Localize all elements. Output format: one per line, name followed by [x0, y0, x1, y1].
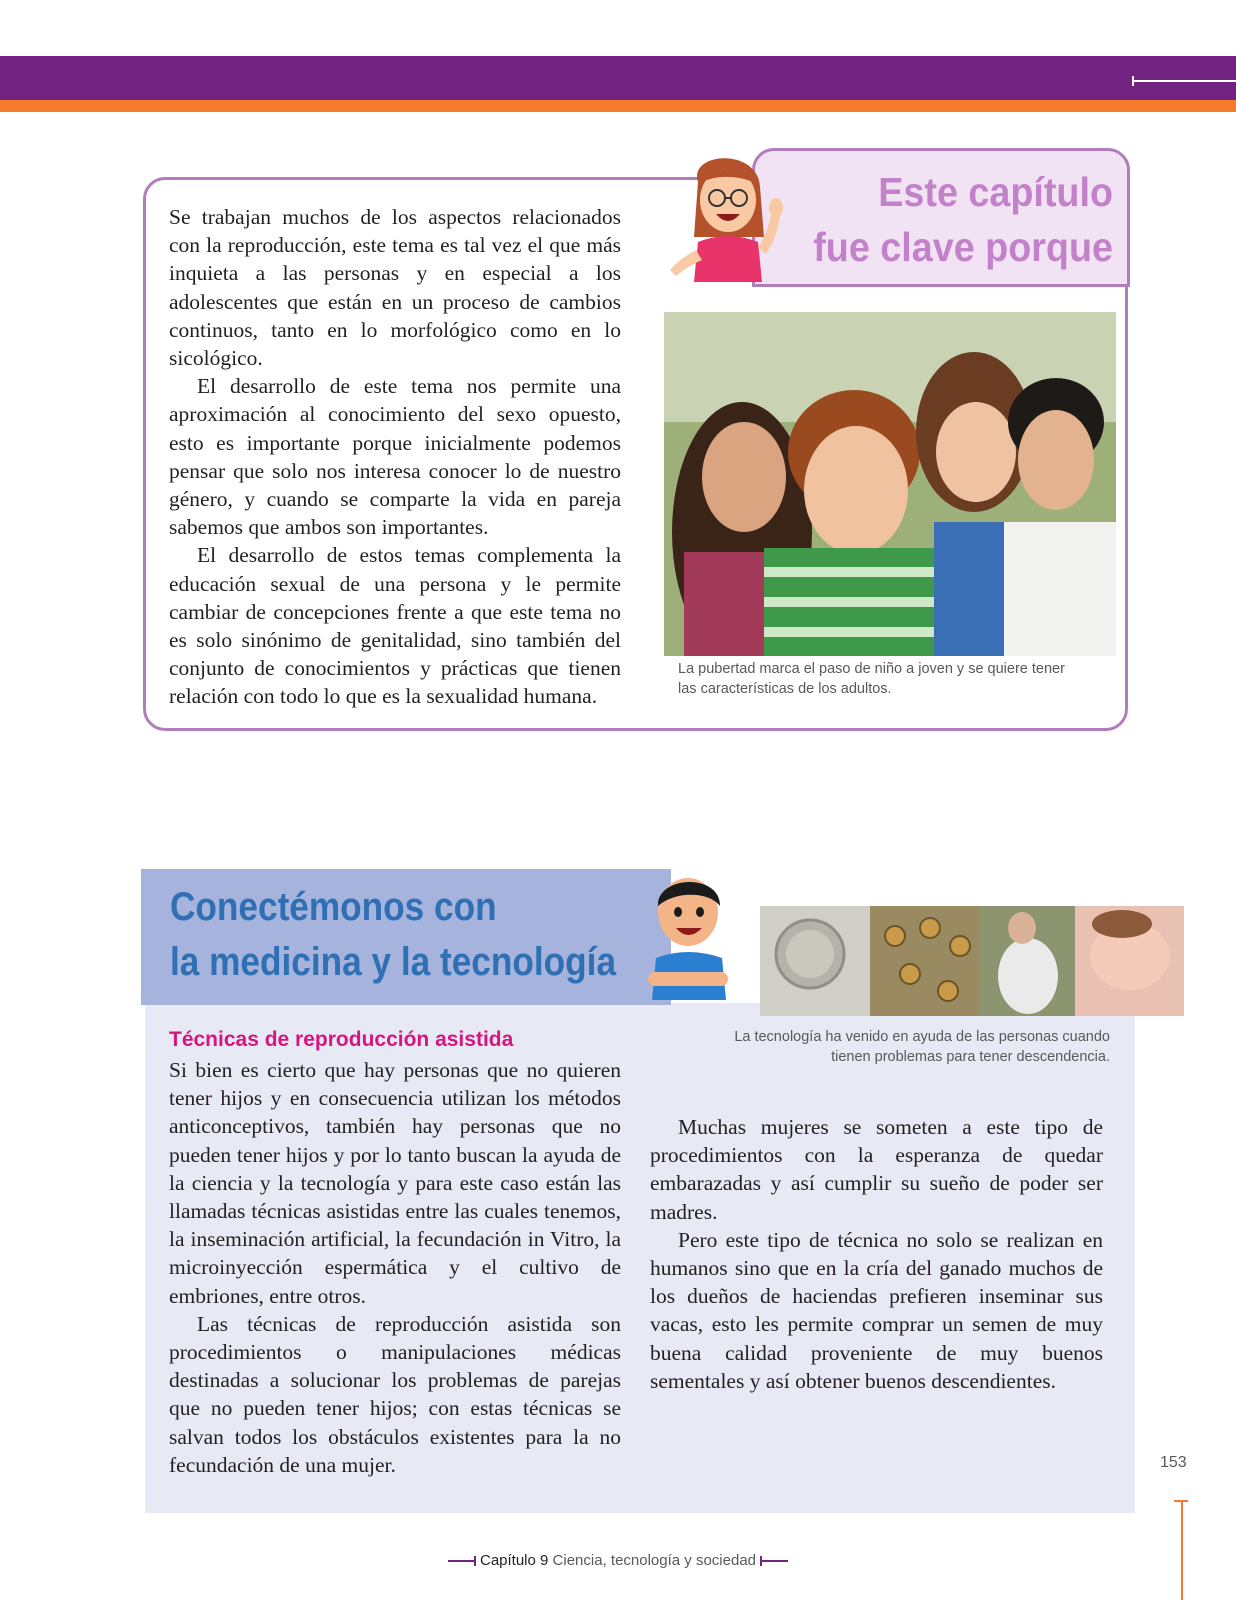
medicina-right-paragraph-2: Pero este tipo de técnica no solo se realizan en humanos sino que en la cría del ganado muchos de los dueños de haciendas prefieren inseminar sus vacas, esto les permite comprar un semen de muy buena calidad proveniente de muy buenos sementales y así obtener buenos descendientes.: [650, 1227, 1103, 1393]
clave-title-line1: Este capítulo: [878, 169, 1113, 215]
header-band: [0, 56, 1236, 100]
teenagers-caption-line1: La pubertad marca el paso de niño a joven y se quiere tener: [678, 661, 1065, 677]
clave-title: [782, 165, 1113, 275]
girl-shirt: [694, 236, 762, 282]
medicina-subheading: Técnicas de reproducción asistida: [169, 1028, 514, 1051]
header-rule: [1132, 80, 1236, 82]
clave-title-box: [752, 148, 1130, 287]
teenagers-photo-caption: [678, 659, 1118, 699]
teenagers-photo: [664, 312, 1116, 656]
footer-title: Ciencia, tecnología y sociedad: [552, 1552, 757, 1569]
margin-rule: [1181, 1500, 1183, 1600]
page-footer: [0, 1552, 1236, 1569]
medicina-left-paragraph-2: Las técnicas de reproducción asistida son procedimientos o manipulaciones médicas destinadas a solucionar los problemas de parejas que no pueden tener hijos; con estas técnicas se salvan todos los obstáculos existentes para la no fecundación de una mujer.: [169, 1311, 621, 1477]
clave-paragraph-1: Se trabajan muchos de los aspectos relacionados con la reproducción, este tema es tal vez el que más inquieta a las personas y en especial a los adolescentes que están en un proceso de cambios continuos, tanto en lo morfológico como en lo sicológico.: [169, 205, 621, 371]
footer-chapter: Capítulo 9: [479, 1552, 549, 1569]
technology-caption-line1: La tecnología ha venido en ayuda de las personas cuando: [734, 1029, 1110, 1045]
reproduction-technology-photo-art: [760, 906, 1184, 1016]
medicina-left-column: [169, 1056, 621, 1479]
teenagers-photo-art: [664, 312, 1116, 656]
clave-body-text: [169, 203, 621, 711]
medicina-right-paragraph-1: Muchas mujeres se someten a este tipo de procedimientos con la esperanza de quedar embarazadas y así cumplir su sueño de poder ser madres.: [650, 1115, 1103, 1224]
footer-rule-left: [448, 1560, 476, 1562]
technology-caption-line2: tienen problemas para tener descendencia.: [831, 1049, 1110, 1065]
header-stripe: [0, 100, 1236, 112]
medicina-title-line1: Conectémonos con: [170, 885, 497, 929]
boy-hands: [648, 972, 728, 986]
clave-paragraph-3: El desarrollo de estos temas complementa la educación sexual de una persona y le permite cambiar de concepciones frente a que este tema no es solo sinónimo de genitalidad, sino también del conjunto de conocimientos y prácticas que tienen relación con todo lo que es la sexualidad humana.: [169, 543, 621, 709]
teenagers-caption-line2: las características de los adultos.: [678, 681, 892, 697]
medicina-right-column: [650, 1113, 1103, 1395]
footer-rule-right: [760, 1560, 788, 1562]
medicina-left-paragraph-1: Si bien es cierto que hay personas que no quieren tener hijos y en consecuencia utilizan los métodos anticonceptivos, también hay personas que no pueden tener hijos y por lo tanto buscan la ayuda de la ciencia y la tecnología y para este caso están las llamadas técnicas asistidas entre las cuales tenemos, la inseminación artificial, la fecundación in Vitro, la microinyección espermática y el cultivo de embriones, entre otros.: [169, 1058, 621, 1308]
boy-mascot-illustration: [646, 866, 732, 1002]
reproduction-technology-photo: [760, 906, 1184, 1016]
girl-hand-pointing: [769, 198, 783, 218]
technology-photo-caption: [680, 1027, 1110, 1067]
margin-rule-tick: [1174, 1500, 1188, 1502]
medicina-title-line2: la medicina y la tecnología: [170, 940, 617, 984]
girl-mascot-illustration: [668, 142, 788, 290]
clave-paragraph-2: El desarrollo de este tema nos permite una aproximación al conocimiento del sexo opuesto, esto es importante porque inicialmente podemos pensar que solo nos interesa conocer lo de nuestro género, y cuando se comparte la vida en pareja sabemos que ambos son importantes.: [169, 374, 621, 540]
header-rule-tick: [1132, 76, 1134, 86]
medicina-title: [170, 880, 628, 990]
page-number: 153: [1160, 1454, 1187, 1471]
clave-title-line2: fue clave porque: [813, 224, 1113, 270]
